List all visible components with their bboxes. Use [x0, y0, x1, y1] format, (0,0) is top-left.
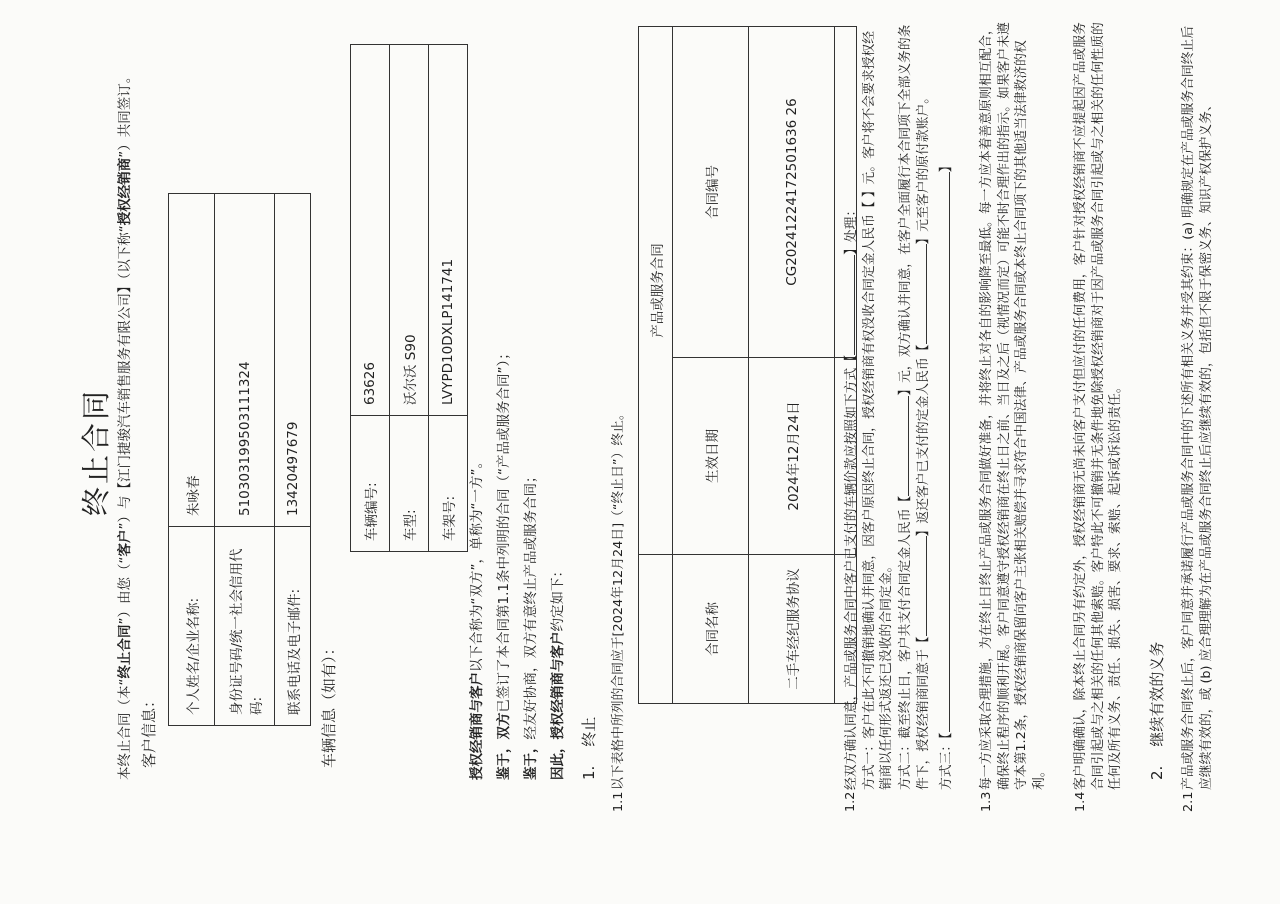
vehicle-vin-label: 车架号:: [429, 416, 468, 552]
return-date-blank[interactable]: [914, 536, 927, 636]
clause-2-1: 2.1 产品或服务合同终止后，客户同意并承诺履行产品或服务合同中的下述所有相关义务并受其约束：(a) 明确规定在产品或服务合同终止后应继续有效的，或 (b) 应合理理解为在产品或服务合同终止后应继续有效的，包括但不限于保密义务、知识产权保护义务、: [1181, 25, 1214, 812]
product-table: [638, 26, 857, 704]
method-blank[interactable]: [842, 255, 855, 355]
recital-intent: 鉴于，经友好协商，双方有意终止产品或服务合同；: [523, 469, 539, 780]
table-row: [215, 194, 275, 726]
product-header-number: 合同编号: [673, 27, 749, 358]
option-3: 方式三：【】: [938, 159, 954, 790]
vehicle-number-label: 车辆编号:: [351, 416, 390, 552]
vehicle-vin-value: LVYPD10DXLP141741: [429, 45, 468, 416]
table-row: [169, 194, 215, 726]
product-contract-name: 二手车经纪服务协议: [749, 555, 835, 704]
product-header-date: 生效日期: [673, 358, 749, 555]
section-1-heading: 1. 终止: [580, 716, 598, 780]
product-table-group-header: 产品或服务合同: [639, 27, 673, 555]
intro-paragraph: 本终止合同（本“终止合同”）由您（“客户”）与【江门捷骏汽车销售服务有限公司】（以下称“授权经销商”）共同签订。: [117, 69, 133, 780]
table-row: [275, 194, 311, 726]
vehicle-number-value: 63626: [351, 45, 390, 416]
customer-id-label: 身份证号码/统一社会信用代码:: [215, 527, 275, 726]
recital-agreement: 因此，授权经销商与客户约定如下：: [550, 564, 566, 780]
customer-id-value: 510303199503111324: [215, 194, 275, 527]
product-header-name: 合同名称: [673, 555, 749, 704]
product-contract-number: CG20241224172501636 26: [749, 27, 835, 358]
document-title: 终止合同: [79, 388, 113, 517]
table-row: [639, 27, 673, 704]
table-row: [351, 45, 390, 552]
vehicle-heading: 车辆信息（如有）：: [320, 640, 338, 768]
table-row: [390, 45, 429, 552]
table-row: [429, 45, 468, 552]
recital-parties: 授权经销商与客户以下合称为“双方”，单称为“一方”。: [469, 455, 485, 780]
customer-contact-label: 联系电话及电子邮件:: [275, 527, 311, 726]
clause-1-2: 1.2 经双方确认同意，产品或服务合同中客户已支付的车辆价款应按照如下方式【】处理： 方式一：客户在此不可撤销地确认并同意，因客户原因终止合同，授权经销商有权没收合同定金人民币【 】元。客户将不会要求授权经销商以任何形式返还已没收的合同定金。 方式二：截至终止日，客户共支付合同定金人民币【】元，双方确认并同意，在客户全面履行本合同项下全部义务的条件下，授权经销商同意于【】返还客户已支付的定金人民币【】元至客户的原付款账户。 方式三：【】: [842, 20, 955, 790]
deposit-amount-blank[interactable]: [896, 396, 909, 496]
return-amount-blank[interactable]: [914, 244, 927, 344]
vehicle-table: [350, 44, 468, 552]
customer-name-value: 朱咏春: [169, 194, 215, 527]
customer-name-label: 个人姓名/企业名称:: [169, 527, 215, 726]
recital-signed: 鉴于，双方已签订了本合同第1.1条中列明的合同（“产品或服务合同”）；: [496, 346, 512, 780]
customer-table: [168, 193, 311, 726]
clause-1-4: 1.4 客户明确确认，除本终止合同另有约定外，授权经销商无尚未向客户支付但应付的任何费用，客户针对授权经销商不应提起因产品或服务合同引起或与之相关的任何其他索赔。客户特此不可撤销并无条件地免除授权经销商对于因产品或服务合同引起或与之相关的任何性质的任何及所有义务、责任、损失、损害、要求、索赔、起诉或诉讼的责任。: [1073, 22, 1123, 812]
product-effective-date: 2024年12月24日: [749, 358, 835, 555]
customer-contact-value: 13420497679: [275, 194, 311, 527]
option-2: 方式二：截至终止日，客户共支付合同定金人民币【】元，双方确认并同意，在客户全面履行本合同项下全部义务的条件下，授权经销商同意于【】返还客户已支付的定金人民币【】元至客户的原付款账户。: [897, 24, 931, 790]
clause-1-1: 1.1 以下表格中所列的合同应于[2024年12月24日]（“终止日”）终止。: [611, 407, 626, 812]
table-row: [749, 27, 835, 704]
option-3-blank[interactable]: [937, 172, 950, 732]
clause-1-3: 1.3 每一方应采取合理措施，为在终止日终止产品或服务合同做好准备，并将终止对各自的影响降至最低。每一方应本着善意原则相互配合，确保终止程序的顺利开展。客户同意遵守授权经销商在终止日之前、当日及之后（视情况而定）可能不时合理作出的指示。如果客户未遵守本第1.2条，授权经销商保留向客户主张相关赔偿并寻求符合中国法律、产品或服务合同或本终止合同项下的其他适当法律救济的权利。: [979, 22, 1047, 812]
table-row: [673, 27, 749, 704]
option-1: 方式一：客户在此不可撤销地确认并同意，因客户原因终止合同，授权经销商有权没收合同定金人民币【 】元。客户将不会要求授权经销商以任何形式返还已没收的合同定金。: [861, 30, 894, 790]
vehicle-model-label: 车型:: [390, 416, 429, 552]
vehicle-model-value: 沃尔沃 S90: [390, 45, 429, 416]
section-2-heading: 2. 继续有效的义务: [1148, 641, 1166, 780]
customer-heading: 客户信息：: [140, 692, 158, 768]
